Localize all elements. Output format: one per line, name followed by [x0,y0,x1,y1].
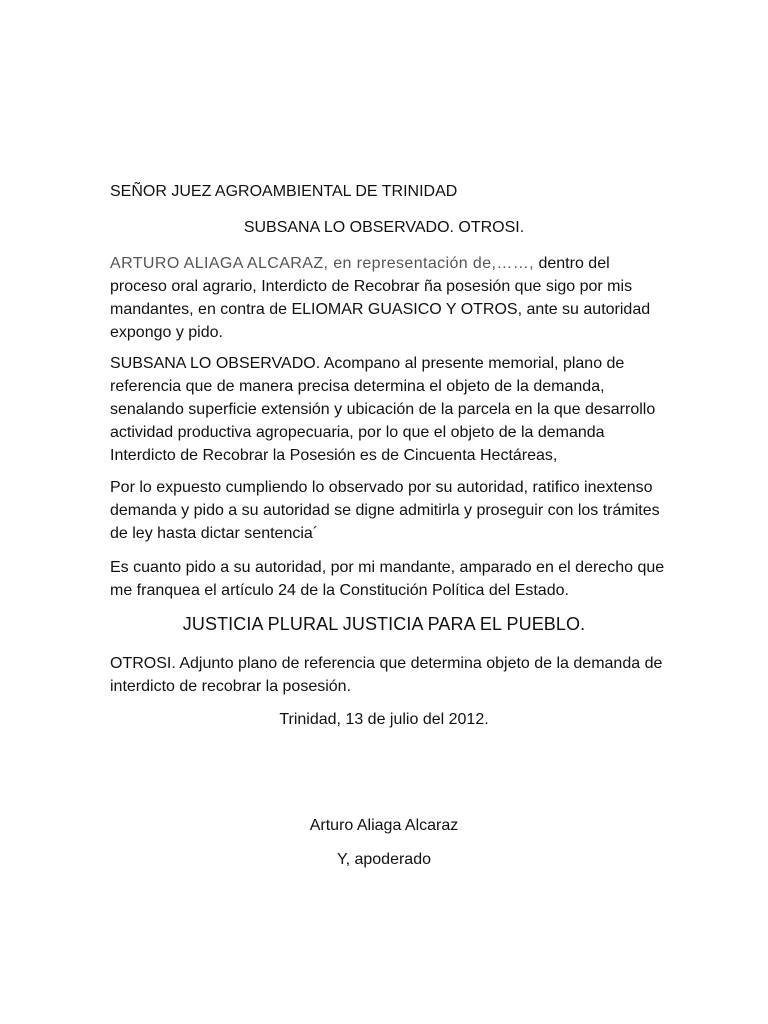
date-line: Trinidad, 13 de julio del 2012. [279,711,489,728]
subject-line: SUBSANA LO OBSERVADO. OTROSI. [243,219,525,236]
otrosi-paragraph: OTROSI. Adjunto plano de referencia que determina objeto de la demanda de interdicto de recobrar la posesión. [110,655,663,695]
signature-role: Y, apoderado [336,851,431,868]
intro-name: ARTURO ALIAGA ALCARAZ, en representación de,……, [110,255,535,272]
motto-line: JUSTICIA PLURAL JUSTICIA PARA EL PUEBLO. [182,614,586,634]
body-paragraph-ratifico: Por lo expuesto cumpliendo lo observado por su autoridad, ratifico inextenso demanda y pido a su autoridad se digne admitirla y proseguir con los trámites de ley hasta dictar sentencia´ [110,479,660,542]
intro-text: dentro del proceso oral agrario, Interdicto de Recobrar ña posesión que sigo por mis mandantes, en contra de ELIOMAR GUASICO Y OTROS, ante su autoridad expongo y pido. [110,255,651,341]
body-paragraph-pido: Es cuanto pido a su autoridad, por mi mandante, amparado en el derecho que me franquea el artículo 24 de la Constitución Política del Estado. [110,559,665,599]
addressee-line: SEÑOR JUEZ AGROAMBIENTAL DE TRINIDAD [110,183,458,200]
intro-paragraph [110,252,670,344]
signature-name: Arturo Aliaga Alcaraz [309,817,459,834]
body-paragraph-subsana: SUBSANA LO OBSERVADO. Acompano al presente memorial, plano de referencia que de manera precisa determina el objeto de la demanda, senalando superficie extensión y ubicación de la parcela en la que desarrollo actividad productiva agropecuaria, por lo que el objeto de la demanda Interdicto de Recobrar la Posesión es de Cincuenta Hectáreas, [110,355,656,464]
